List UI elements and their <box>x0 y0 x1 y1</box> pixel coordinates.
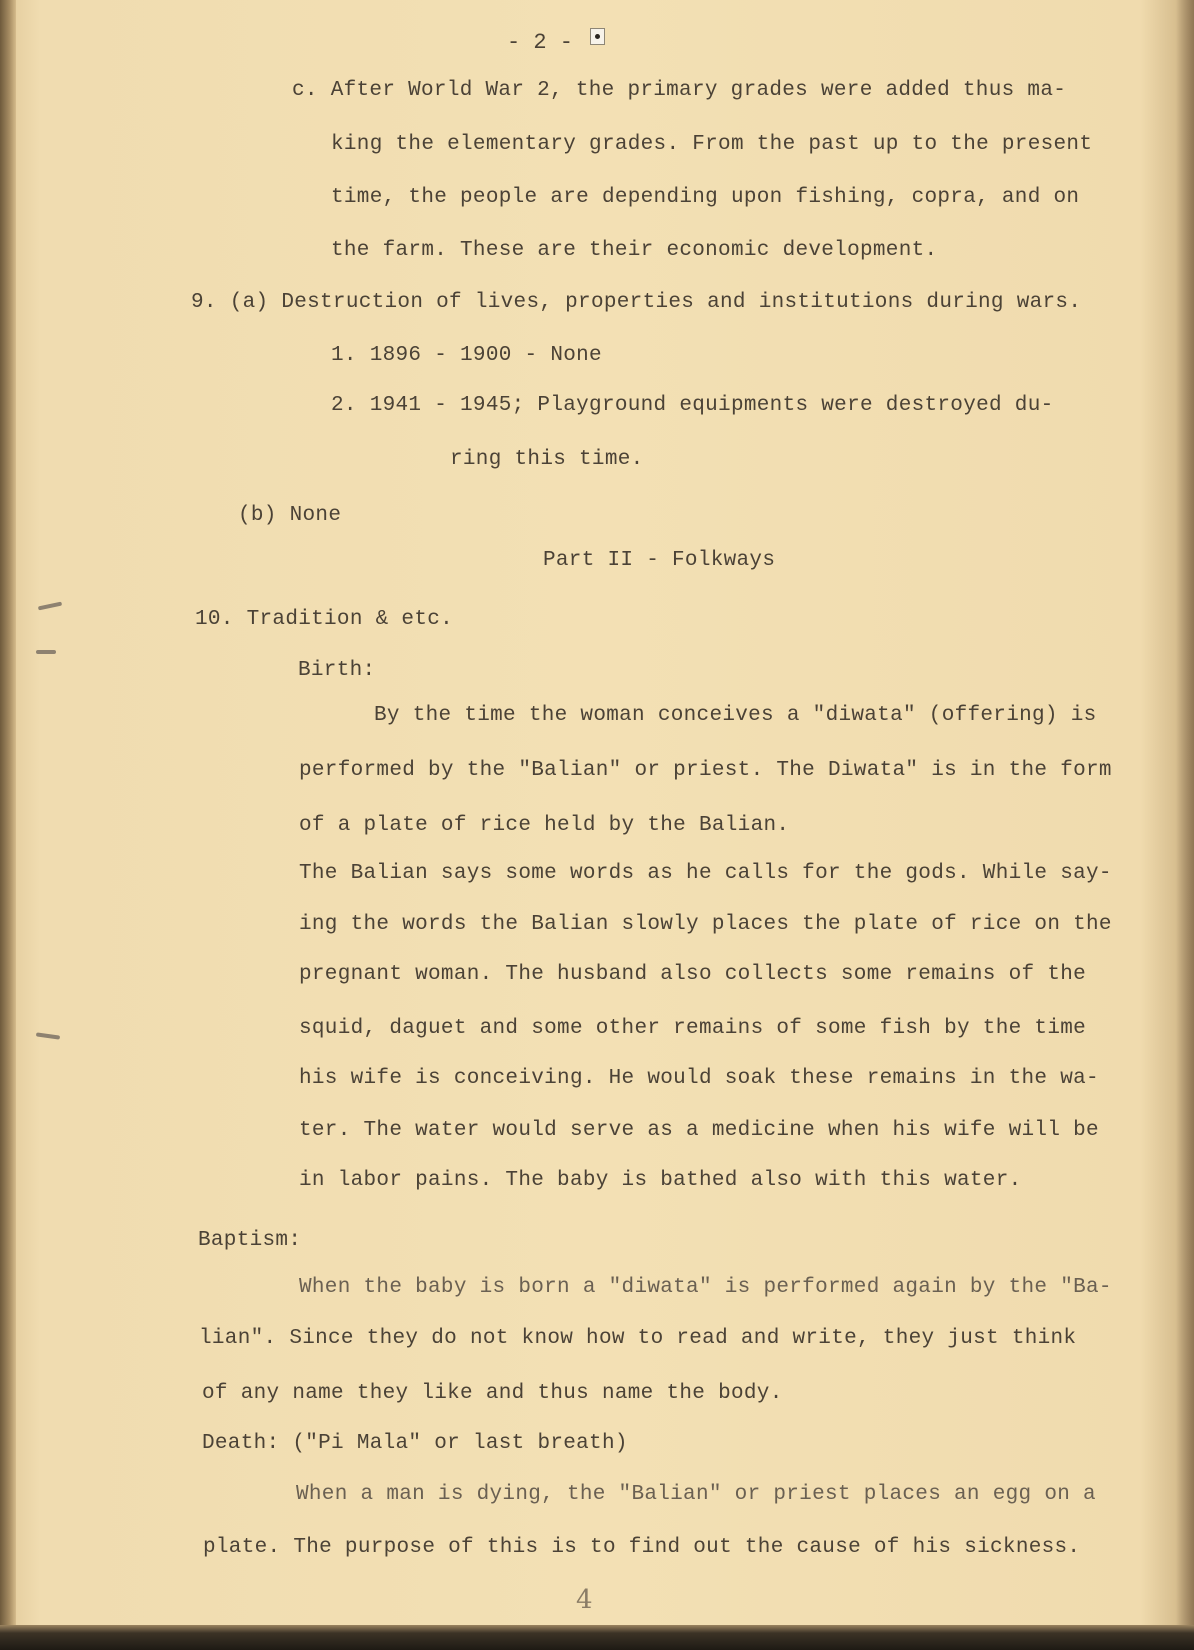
margin-mark <box>36 650 56 654</box>
page-number: - 2 - <box>507 30 574 55</box>
section-heading: Part II - Folkways <box>543 549 776 572</box>
subheading-death: Death: ("Pi Mala" or last breath) <box>202 1432 628 1455</box>
text-line: king the elementary grades. From the past up to the present <box>331 133 1093 156</box>
text-line: ter. The water would serve as a medicine when his wife will be <box>299 1119 1099 1142</box>
page-right-edge <box>1176 0 1194 1650</box>
text-line: pregnant woman. The husband also collects some remains of the <box>299 963 1087 986</box>
text-line: performed by the "Balian" or priest. The Diwata" is in the form <box>299 759 1112 782</box>
text-line: When a man is dying, the "Balian" or priest places an egg on a <box>296 1483 1096 1506</box>
subheading-baptism: Baptism: <box>198 1229 302 1252</box>
text-line: 9. (a) Destruction of lives, properties and institutions during wars. <box>191 291 1082 314</box>
page-binding <box>0 0 16 1650</box>
text-line: of a plate of rice held by the Balian. <box>299 814 790 837</box>
text-line: of any name they like and thus name the body. <box>202 1382 783 1405</box>
subheading-birth: Birth: <box>298 659 376 682</box>
text-line: the farm. These are their economic development. <box>331 239 938 262</box>
text-line: 1. 1896 - 1900 - None <box>331 344 602 367</box>
text-line: squid, daguet and some other remains of some fish by the time <box>299 1017 1087 1040</box>
margin-mark <box>38 602 62 611</box>
text-line: By the time the woman conceives a "diwata" (offering) is <box>374 704 1097 727</box>
text-line: The Balian says some words as he calls for the gods. While say- <box>299 862 1112 885</box>
item-heading: 10. Tradition & etc. <box>195 608 454 631</box>
margin-mark <box>36 1032 60 1039</box>
text-line: lian". Since they do not know how to read and write, they just think <box>199 1327 1077 1350</box>
text-line: his wife is conceiving. He would soak these remains in the wa- <box>299 1067 1099 1090</box>
text-line: c. After World War 2, the primary grades were added thus ma- <box>292 79 1067 102</box>
text-line: plate. The purpose of this is to find out the cause of his sickness. <box>203 1536 1081 1559</box>
text-line: time, the people are depending upon fishing, copra, and on <box>331 186 1080 209</box>
text-line: ing the words the Balian slowly places the plate of rice on the <box>299 913 1112 936</box>
text-line: When the baby is born a "diwata" is performed again by the "Ba- <box>299 1276 1112 1299</box>
text-line: in labor pains. The baby is bathed also with this water. <box>299 1169 1022 1192</box>
text-line: ring this time. <box>450 448 644 471</box>
text-line: (b) None <box>238 504 342 527</box>
staple-mark-icon <box>590 28 605 45</box>
text-line: 2. 1941 - 1945; Playground equipments were destroyed du- <box>331 394 1054 417</box>
handwritten-page-number: 4 <box>576 1585 593 1615</box>
page-bottom-edge <box>0 1625 1194 1650</box>
